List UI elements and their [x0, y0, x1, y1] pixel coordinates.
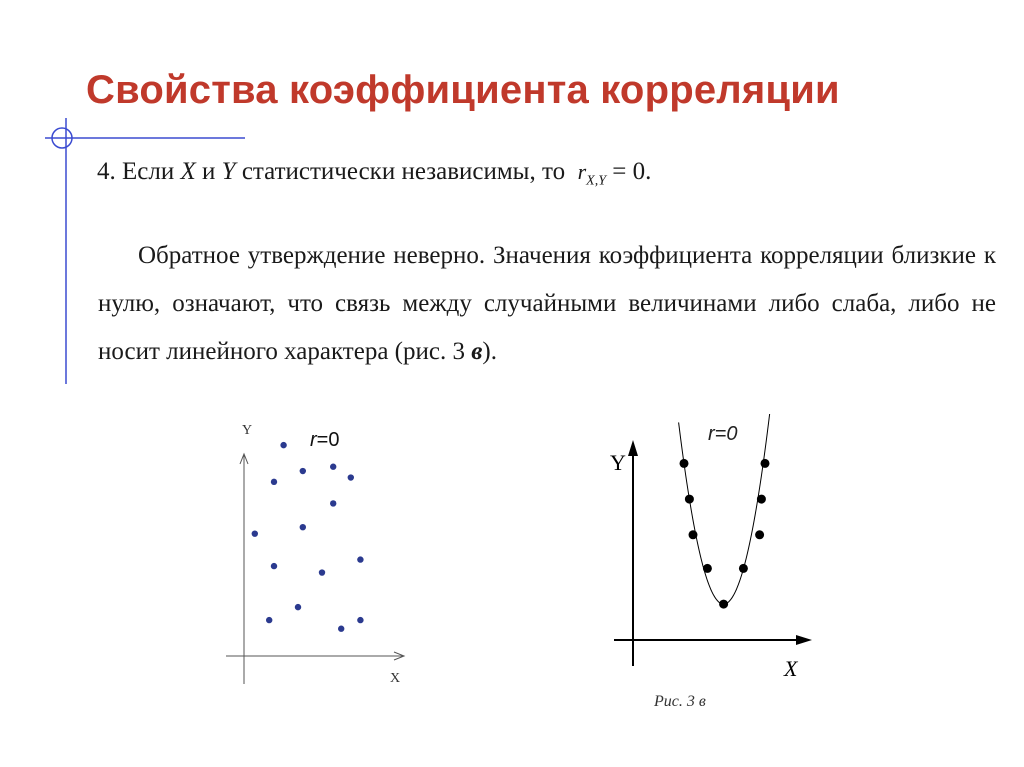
- chart2-point-8: [757, 495, 766, 504]
- chart1-title: [310, 429, 339, 451]
- formula-r: r: [577, 159, 587, 184]
- chart1-point-14: [338, 626, 344, 632]
- chart2-y-arrow-icon: [628, 440, 638, 456]
- chart2-title: r=0: [708, 423, 738, 445]
- chart1-point-4: [330, 464, 336, 470]
- statement-formula: [577, 159, 606, 189]
- chart1-x-label: X: [390, 671, 401, 686]
- chart1-y-label: Y: [242, 423, 253, 438]
- chart1-point-3: [300, 468, 306, 474]
- chart1-point-15: [357, 617, 363, 623]
- chart1-point-8: [252, 530, 258, 536]
- statement-independent: статистически независимы, то: [241, 158, 566, 185]
- chart2-point-4: [703, 564, 712, 573]
- chart1-point-2: [271, 479, 277, 485]
- chart1-points: [252, 442, 364, 632]
- chart2-point-1: [680, 459, 689, 468]
- statement-number: 4.: [97, 158, 116, 185]
- chart2-point-2: [685, 495, 694, 504]
- chart2-point-3: [689, 530, 698, 539]
- chart2-y-label: Y: [610, 450, 626, 475]
- chart1-title-value: =0: [316, 429, 340, 451]
- chart2-point-5: [719, 600, 728, 609]
- scatter-chart-random: [220, 414, 420, 694]
- chart2-caption: Рис. 3 в: [654, 693, 706, 710]
- chart2-x-arrow-icon: [796, 635, 812, 645]
- chart2-points: [680, 459, 770, 609]
- chart1-point-7: [300, 524, 306, 530]
- formula-subscript: X,Y: [586, 173, 606, 189]
- statement-var-x: X: [180, 158, 196, 185]
- chart1-point-9: [271, 563, 277, 569]
- chart1-point-1: [280, 442, 286, 448]
- chart2-point-9: [761, 459, 770, 468]
- paragraph-figure-ref: в: [471, 338, 483, 365]
- chart1-point-10: [319, 569, 325, 575]
- formula-equals: = 0: [612, 158, 646, 185]
- chart2-point-7: [755, 530, 764, 539]
- property-statement: [97, 158, 651, 189]
- paragraph-text: Обратное утверждение неверно. Значения коэффициента корреляции близкие к нулю, означают, что связь между случайными величинами либо слаба, либо не носит линейного характера (рис. 3: [98, 242, 996, 365]
- statement-var-y: Y: [221, 158, 236, 185]
- chart1-point-6: [330, 500, 336, 506]
- slide-title: Свойства коэффициента корреляции: [86, 68, 840, 112]
- chart2-x-label: X: [784, 656, 798, 681]
- statement-and: и: [202, 158, 216, 185]
- statement-if: Если: [122, 158, 175, 185]
- statement-period: .: [645, 158, 652, 185]
- explanation-paragraph: [98, 232, 996, 376]
- chart1-title-var: r: [310, 429, 317, 451]
- chart1-point-5: [348, 474, 354, 480]
- chart2-point-6: [739, 564, 748, 573]
- paragraph-end: ).: [482, 338, 497, 365]
- chart1-point-12: [295, 604, 301, 610]
- chart1-point-11: [357, 556, 363, 562]
- scatter-chart-parabola: [600, 414, 830, 714]
- chart1-point-13: [266, 617, 272, 623]
